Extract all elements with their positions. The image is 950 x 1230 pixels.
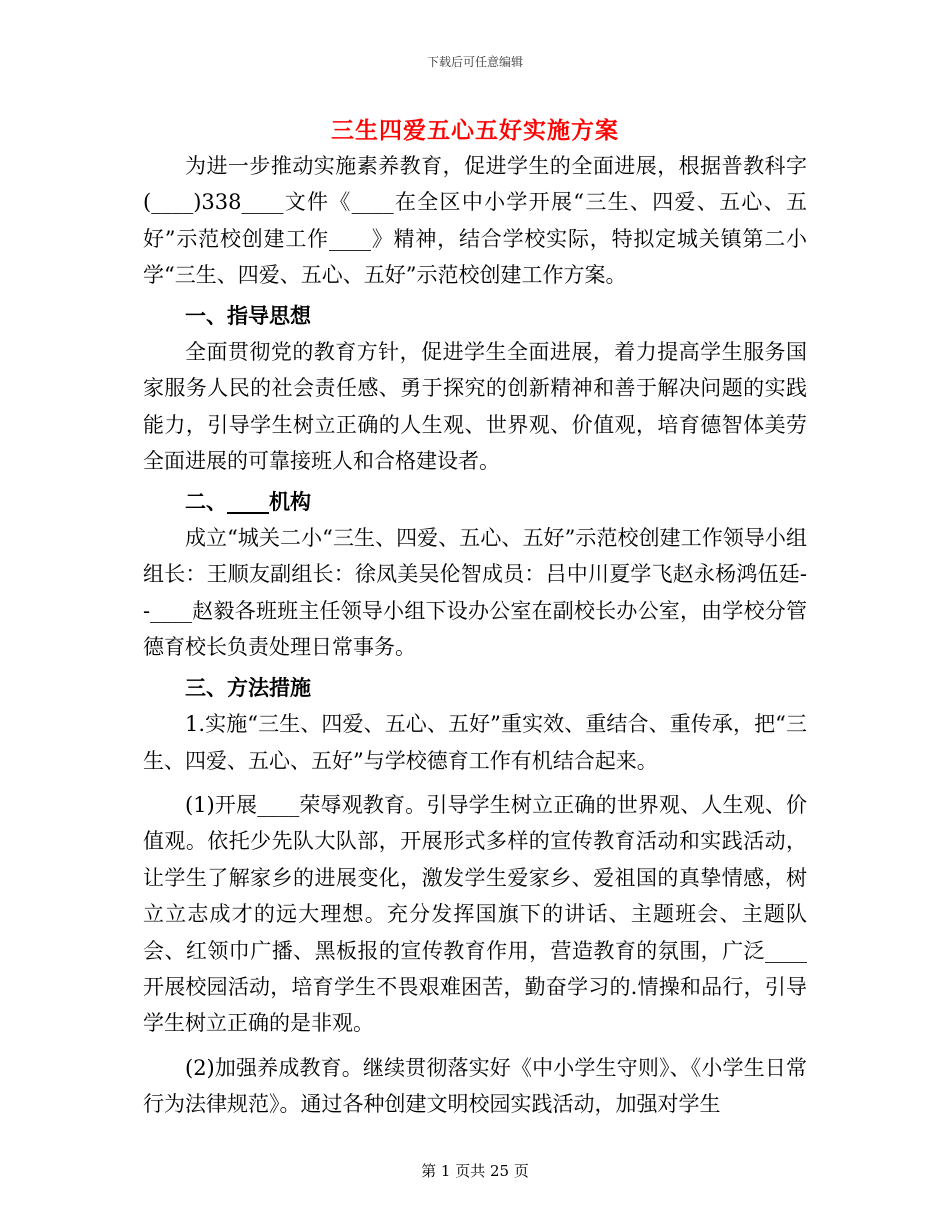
guiding-thought-paragraph: 全面贯彻党的教育方针，促进学生全面进展，着力提高学生服务国家服务人民的社会责任感、勇于探究的创新精神和善于解决问题的实践能力，引导学生树立正确的人生观、世界观、价值观，培育德智体美劳全面进展的可靠接班人和合格建设者。 [143, 340, 807, 474]
organization-paragraph: 成立“城关二小“三生、四爱、五心、五好”示范校创建工作领导小组组长：王顺友副组长：徐凤美吴伦智成员：吕中川夏学飞赵永杨鸿伍廷--____赵毅各班班主任领导小组下设办公室在副校长办公室，由学校分管德育校长负责处理日常事务。 [143, 526, 807, 660]
document-title: 三生四爱五心五好实施方案 [331, 117, 619, 144]
header-note: 下载后可任意编辑 [426, 55, 523, 69]
page-number: 第 1 页共 25 页 [421, 1162, 529, 1180]
measures-paragraph-2: (1)开展____荣辱观教育。引导学生树立正确的世界观、人生观、价值观。依托少先队大队部，开展形式多样的宣传教育活动和实践活动，让学生了解家乡的进展变化，激发学生爱家乡、爱祖国的真挚情感，树立立志成才的远大理想。充分发挥国旗下的讲话、主题班会、主题队会、红领巾广播、黑板报的宣传教育作用，营造教育的氛围，广泛____开展校园活动，培育学生不畏艰难困苦，勤奋学习的.情操和品行，引导学生树立正确的是非观。 [143, 792, 807, 1036]
measures-paragraph-3: (2)加强养成教育。继续贯彻落实好《中小学生守则》、《小学生日常行为法律规范》。通过各种创建文明校园实践活动，加强对学生 [143, 1055, 807, 1117]
intro-paragraph: 为进一步推动实施素养教育，促进学生的全面进展，根据普教科字(____)338____文件《____在全区中小学开展“三生、四爱、五心、五好”示范校创建工作____》精神，结合学校实际，特拟定城关镇第二小学“三生、四爱、五心、五好”示范校创建工作方案。 [143, 154, 807, 288]
section-heading-measures: 三、方法措施 [185, 674, 311, 700]
section-heading-organization: 二、____机构 [185, 488, 311, 514]
section-heading-guiding-thought: 一、指导思想 [185, 302, 311, 328]
measures-paragraph-1: 1.实施“三生、四爱、五心、五好”重实效、重结合、重传承，把“三生、四爱、五心、五好”与学校德育工作有机结合起来。 [143, 712, 807, 773]
document-body [143, 148, 807, 1123]
